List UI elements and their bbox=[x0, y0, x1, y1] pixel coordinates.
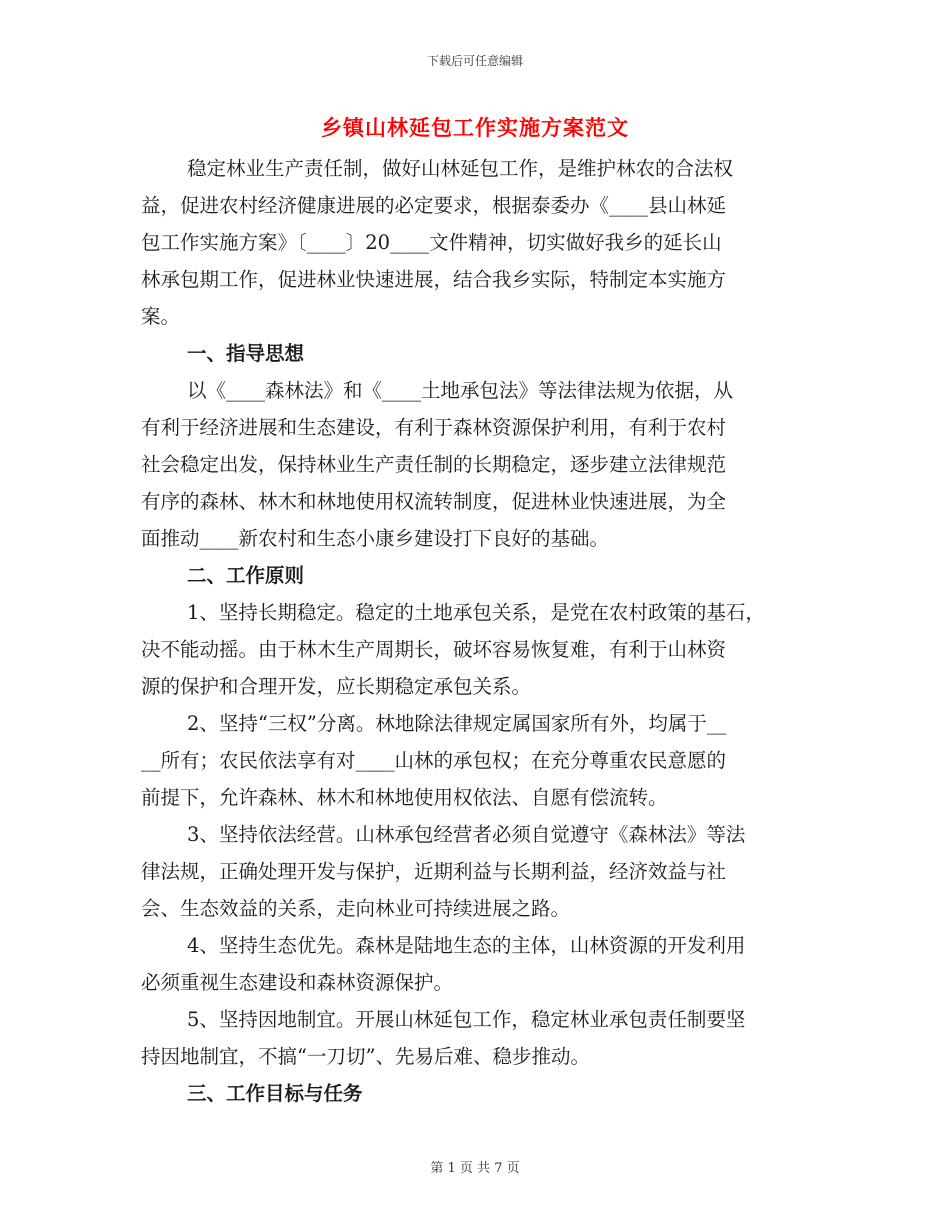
paragraph-line: 持因地制宜，不搞“一刀切”、先易后难、稳步推动。 bbox=[141, 1045, 590, 1068]
paragraph-line: 益，促进农村经济健康进展的必定要求，根据泰委办《____县山林延 bbox=[141, 194, 727, 217]
paragraph-line: 源的保护和合理开发，应长期稳定承包关系。 bbox=[141, 675, 532, 698]
paragraph-line: 决不能动摇。由于林木生产周期长，破坏容易恢复难，有利于山林资 bbox=[141, 638, 727, 661]
paragraph-line: __所有；农民依法享有对____山林的承包权；在充分尊重农民意愿的 bbox=[141, 749, 727, 772]
paragraph-line: 以《____森林法》和《____土地承包法》等法律法规为依据，从 bbox=[187, 379, 734, 402]
paragraph-line: 前提下，允许森林、林木和林地使用权依法、自愿有偿流转。 bbox=[141, 786, 668, 809]
paragraph-line: 包工作实施方案》〔____〕20____文件精神，切实做好我乡的延长山 bbox=[141, 231, 722, 254]
document-title: 乡镇山林延包工作实施方案范文 bbox=[321, 115, 629, 140]
paragraph-line: 会、生态效益的关系，走向林业可持续进展之路。 bbox=[141, 897, 571, 920]
paragraph-line: 1、坚持长期稳定。稳定的土地承包关系，是党在农村政策的基石， bbox=[187, 601, 765, 624]
section-heading: 一、指导思想 bbox=[187, 342, 305, 365]
section-heading: 二、工作原则 bbox=[187, 564, 305, 587]
paragraph-line: 必须重视生态建设和森林资源保护。 bbox=[141, 971, 454, 994]
paragraph-line: 2、坚持“三权”分离。林地除法律规定属国家所有外，均属于__ bbox=[187, 712, 727, 735]
paragraph-line: 有利于经济进展和生态建设，有利于森林资源保护利用，有利于农村 bbox=[141, 416, 727, 439]
paragraph-line: 稳定林业生产责任制，做好山林延包工作，是维护林农的合法权 bbox=[187, 157, 734, 180]
section-heading: 三、工作目标与任务 bbox=[187, 1082, 363, 1105]
paragraph-line: 律法规，正确处理开发与保护，近期利益与长期利益，经济效益与社 bbox=[141, 860, 727, 883]
paragraph-line: 案。 bbox=[141, 305, 181, 328]
paragraph-line: 5、坚持因地制宜。开展山林延包工作，稳定林业承包责任制要坚 bbox=[187, 1008, 746, 1031]
paragraph-line: 3、坚持依法经营。山林承包经营者必须自觉遵守《森林法》等法 bbox=[187, 823, 746, 846]
header-note: 下载后可任意编辑 bbox=[426, 54, 523, 68]
paragraph-line: 林承包期工作，促进林业快速进展，结合我乡实际，特制定本实施方 bbox=[141, 268, 727, 291]
paragraph-line: 社会稳定出发，保持林业生产责任制的长期稳定，逐步建立法律规范 bbox=[141, 453, 727, 476]
page-number-footer: 第 1 页 共 7 页 bbox=[430, 1161, 520, 1176]
paragraph-line: 有序的森林、林木和林地使用权流转制度，促进林业快速进展，为全 bbox=[141, 490, 727, 513]
paragraph-line: 4、坚持生态优先。森林是陆地生态的主体，山林资源的开发利用 bbox=[187, 934, 746, 957]
paragraph-line: 面推动____新农村和生态小康乡建设打下良好的基础。 bbox=[141, 527, 610, 550]
